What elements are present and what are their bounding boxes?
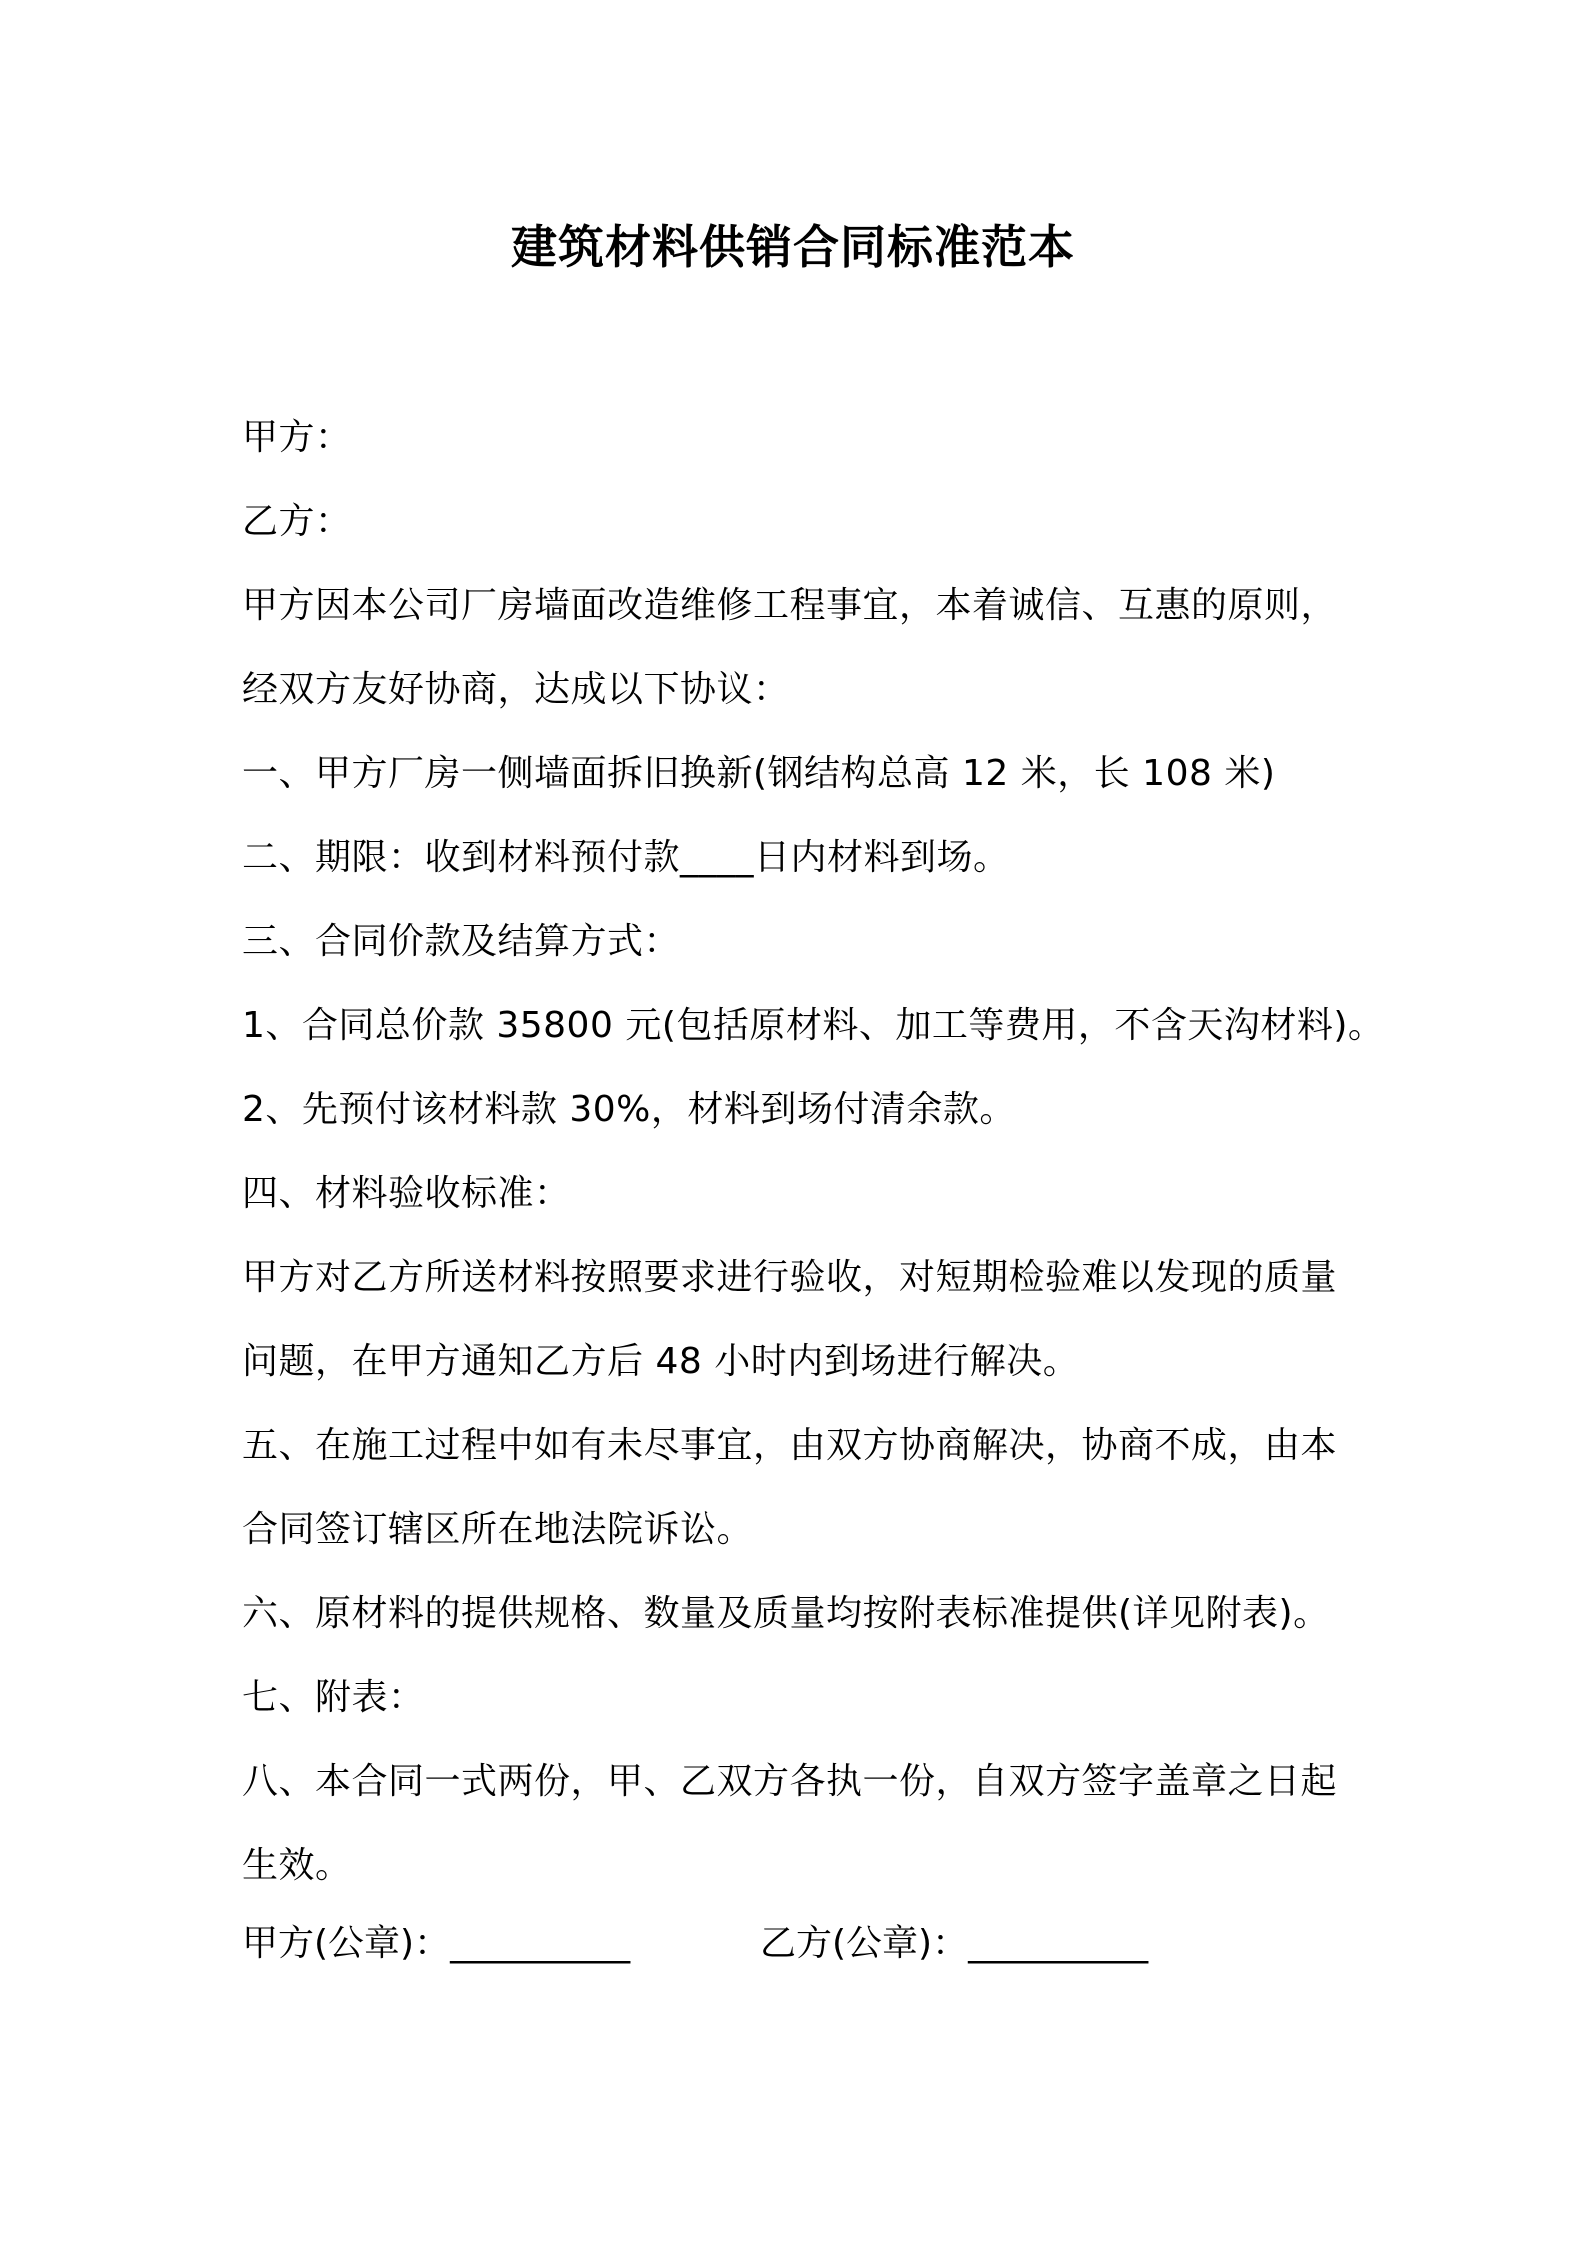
intro-paragraph-line-1: 甲方因本公司厂房墙面改造维修工程事宜，本着诚信、互惠的原则， (242, 585, 1338, 626)
clause-3-heading: 三、合同价款及结算方式： (242, 921, 681, 962)
clause-6: 六、原材料的提供规格、数量及质量均按附表标准提供(详见附表)。 (242, 1593, 1330, 1634)
clause-3-item-1: 1、合同总价款 35800 元(包括原材料、加工等费用，不含天沟材料)。 (242, 1005, 1385, 1046)
clause-4-text-line-1: 甲方对乙方所送材料按照要求进行验收，对短期检验难以发现的质量 (242, 1257, 1338, 1298)
clause-8-line-1: 八、本合同一式两份，甲、乙双方各执一份，自双方签字盖章之日起 (242, 1761, 1338, 1802)
clause-1: 一、甲方厂房一侧墙面拆旧换新(钢结构总高 12 米，长 108 米) (242, 753, 1276, 794)
party-b-line: 乙方： (242, 501, 352, 542)
intro-paragraph-line-2: 经双方友好协商，达成以下协议： (242, 669, 790, 710)
party-a-seal-line: 甲方(公章)：__________ (242, 1923, 631, 1964)
document-title: 建筑材料供销合同标准范本 (511, 220, 1075, 274)
clause-5-line-2: 合同签订辖区所在地法院诉讼。 (242, 1509, 754, 1550)
clause-4-heading: 四、材料验收标准： (242, 1173, 571, 1214)
clause-8-line-2: 生效。 (242, 1845, 352, 1886)
party-a-line: 甲方： (242, 417, 352, 458)
clause-4-text-line-2: 问题，在甲方通知乙方后 48 小时内到场进行解决。 (242, 1341, 1080, 1382)
clause-5-line-1: 五、在施工过程中如有未尽事宜，由双方协商解决，协商不成，由本 (242, 1425, 1338, 1466)
clause-2: 二、期限：收到材料预付款____日内材料到场。 (242, 837, 1010, 878)
clause-3-item-2: 2、先预付该材料款 30%，材料到场付清余款。 (242, 1089, 1016, 1130)
clause-7: 七、附表： (242, 1677, 425, 1718)
party-b-seal-line: 乙方(公章)：__________ (760, 1923, 1149, 1964)
